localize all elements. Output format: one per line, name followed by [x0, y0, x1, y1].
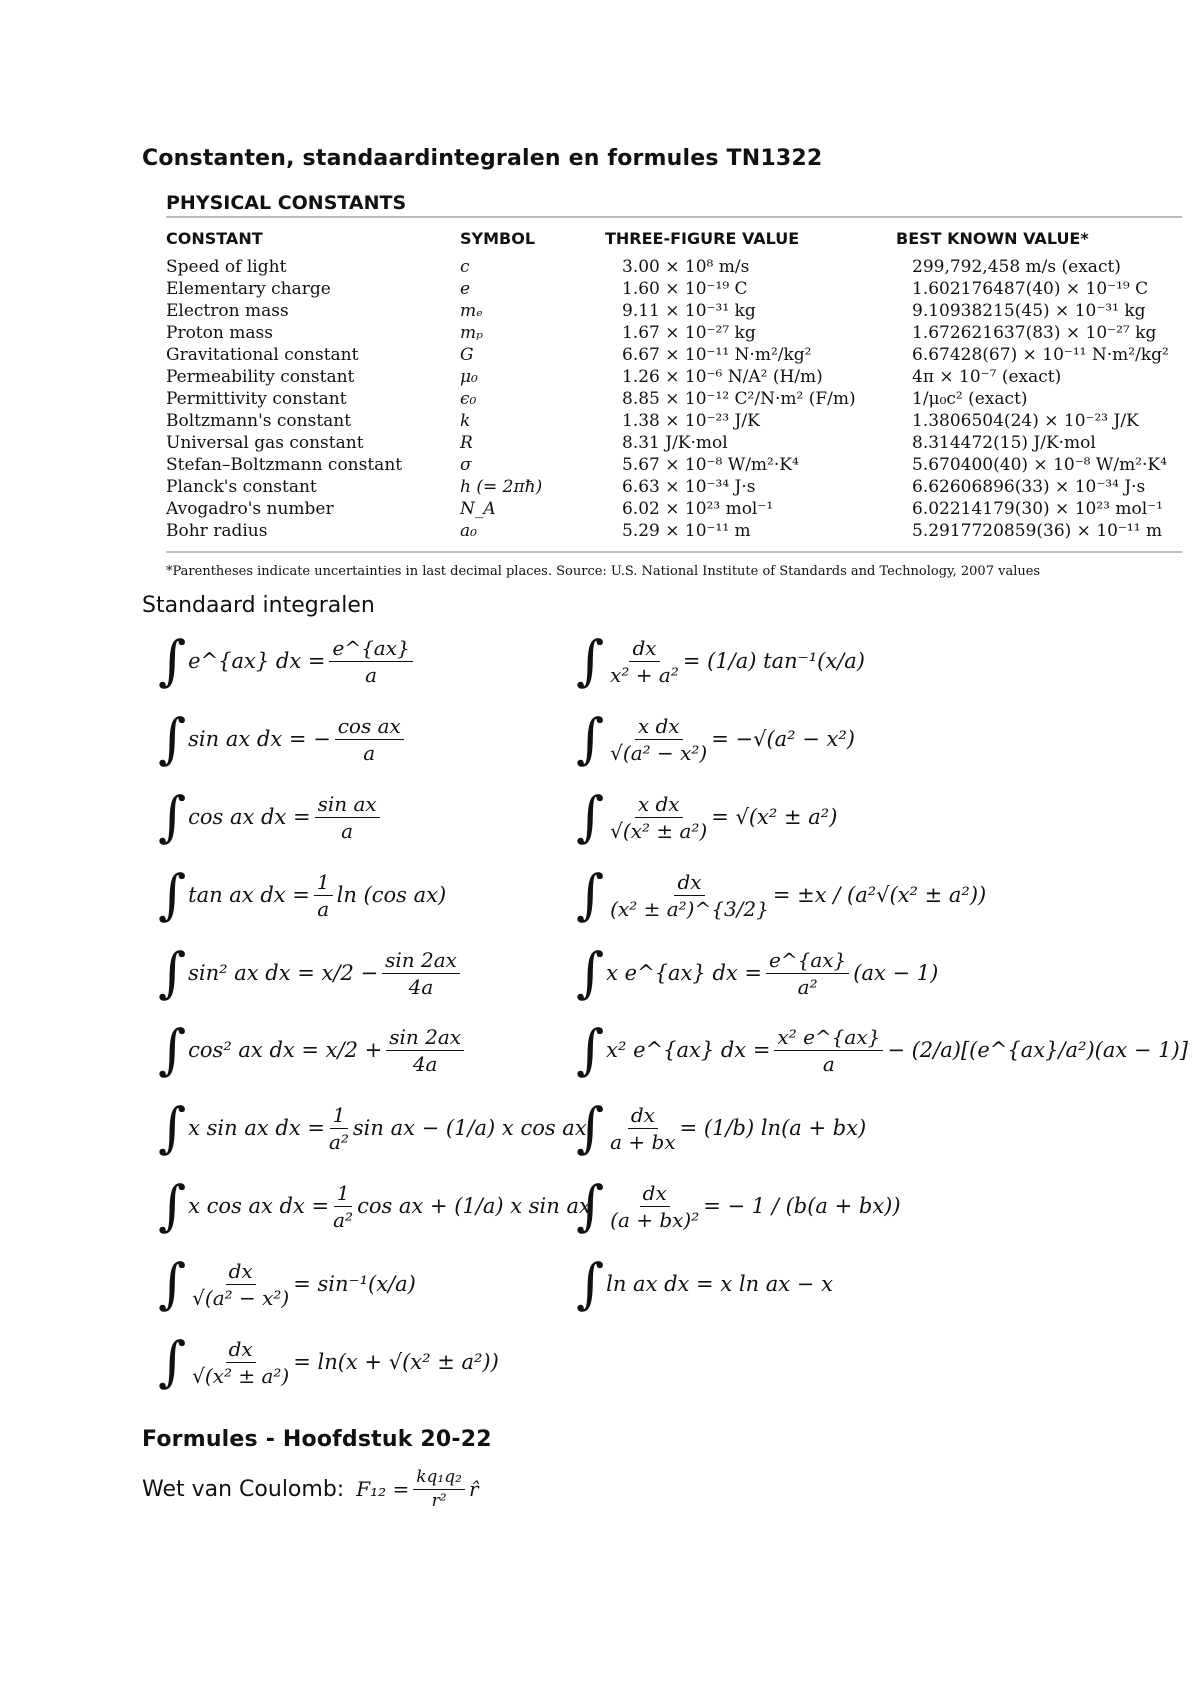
constant-name: Boltzmann's constant	[166, 411, 352, 431]
fraction-denominator: a	[365, 662, 378, 687]
fraction-denominator: a	[341, 818, 354, 843]
integral-formula	[158, 629, 417, 692]
integral-rhs: sin ax − (1/a) x cos ax	[352, 1115, 587, 1140]
fraction-numerator: cos ax	[335, 715, 404, 740]
fraction-numerator: 1	[314, 871, 333, 896]
integral-sign-icon: ∫	[158, 941, 187, 1004]
integral-formula	[576, 1252, 833, 1315]
constant-symbol: ϵ₀	[460, 389, 477, 409]
integral-fraction	[314, 871, 333, 920]
integral-fraction	[610, 715, 707, 764]
integral-formula	[158, 785, 384, 848]
constant-name: Permittivity constant	[166, 389, 347, 409]
constant-best-known: 5.670400(40) × 10⁻⁸ W/m²·K⁴	[912, 455, 1167, 475]
coulomb-formula	[142, 1468, 479, 1510]
integral-sign-icon: ∫	[576, 707, 605, 770]
integral-formula	[576, 629, 865, 692]
table-row	[166, 344, 1182, 366]
fraction-numerator: dx	[629, 637, 659, 662]
constant-symbol: c	[460, 257, 470, 277]
table-row	[166, 432, 1182, 454]
integral-formula	[158, 863, 447, 926]
integral-lhs: x e^{ax} dx =	[606, 960, 762, 985]
col-header-constant: CONSTANT	[166, 229, 263, 248]
integral-formula	[158, 941, 464, 1004]
fraction-numerator: 1	[334, 1182, 353, 1207]
integral-fraction	[610, 637, 679, 686]
fraction-numerator: x² e^{ax}	[774, 1026, 883, 1051]
constant-symbol: mₑ	[460, 301, 483, 321]
integral-fraction	[386, 1026, 464, 1075]
fraction-denominator: (x² ± a²)^{3/2}	[610, 896, 769, 921]
table-row	[166, 388, 1182, 410]
fraction-denominator: a²	[797, 974, 818, 999]
integral-sign-icon: ∫	[158, 785, 187, 848]
integral-fraction	[610, 793, 707, 842]
constant-name: Bohr radius	[166, 521, 268, 541]
fraction-numerator: x dx	[635, 715, 683, 740]
table-row	[166, 256, 1182, 278]
table-row	[166, 278, 1182, 300]
integral-lhs: sin² ax dx = x/2 −	[188, 960, 379, 985]
integral-rhs: = − 1 / (b(a + bx))	[703, 1193, 901, 1218]
integral-rhs: = sin⁻¹(x/a)	[293, 1271, 416, 1296]
constant-three-figure: 1.67 × 10⁻²⁷ kg	[622, 323, 756, 343]
integral-rhs: = ±x / (a²√(x² ± a²))	[772, 882, 987, 907]
integral-sign-icon: ∫	[158, 1330, 187, 1393]
constant-name: Planck's constant	[166, 477, 317, 497]
constant-three-figure: 5.29 × 10⁻¹¹ m	[622, 521, 751, 541]
fraction-numerator: dx	[226, 1260, 256, 1285]
constant-three-figure: 8.31 J/K·mol	[622, 433, 728, 453]
integral-lhs: tan ax dx =	[188, 882, 310, 907]
constant-three-figure: 8.85 × 10⁻¹² C²/N·m² (F/m)	[622, 389, 856, 409]
constant-three-figure: 9.11 × 10⁻³¹ kg	[622, 301, 756, 321]
table-row	[166, 322, 1182, 344]
fraction-numerator: sin ax	[315, 793, 380, 818]
fraction-numerator: 1	[330, 1104, 349, 1129]
constant-symbol: e	[460, 279, 471, 299]
col-header-symbol: SYMBOL	[460, 229, 536, 248]
integral-fraction	[315, 793, 380, 842]
integral-lhs: e^{ax} dx =	[188, 648, 326, 673]
fraction-denominator: a	[317, 896, 330, 921]
fraction-denominator: √(a² − x²)	[610, 740, 708, 765]
constants-table	[166, 256, 1182, 542]
constant-best-known: 1.3806504(24) × 10⁻²³ J/K	[912, 411, 1139, 431]
integral-sign-icon: ∫	[158, 707, 187, 770]
integral-fraction	[192, 1260, 289, 1309]
constant-symbol: h (= 2πħ)	[460, 477, 543, 497]
table-row	[166, 300, 1182, 322]
constant-best-known: 5.2917720859(36) × 10⁻¹¹ m	[912, 521, 1163, 541]
constant-three-figure: 1.60 × 10⁻¹⁹ C	[622, 279, 748, 299]
integral-lhs: x sin ax dx =	[188, 1115, 325, 1140]
integral-sign-icon: ∫	[576, 1174, 605, 1237]
constant-name: Avogadro's number	[166, 499, 334, 519]
integral-fraction	[766, 949, 849, 998]
table-row	[166, 366, 1182, 388]
constant-best-known: 9.10938215(45) × 10⁻³¹ kg	[912, 301, 1146, 321]
constant-three-figure: 6.02 × 10²³ mol⁻¹	[622, 499, 774, 519]
integral-fraction	[192, 1338, 289, 1387]
integral-fraction	[610, 1104, 675, 1153]
constant-best-known: 1.602176487(40) × 10⁻¹⁹ C	[912, 279, 1149, 299]
fraction-numerator: dx	[628, 1104, 658, 1129]
constant-name: Universal gas constant	[166, 433, 364, 453]
constant-best-known: 4π × 10⁻⁷ (exact)	[912, 367, 1062, 387]
table-row	[166, 410, 1182, 432]
integral-sign-icon: ∫	[158, 863, 187, 926]
constants-bottom-rule	[166, 551, 1182, 553]
fraction-numerator: e^{ax}	[766, 949, 849, 974]
integral-sign-icon: ∫	[576, 1018, 605, 1081]
integral-formula	[158, 707, 408, 770]
integral-formula	[576, 941, 939, 1004]
fraction-denominator: √(x² ± a²)	[192, 1363, 290, 1388]
integral-formula	[576, 863, 987, 926]
constant-symbol: G	[460, 345, 474, 365]
integral-rhs: = √(x² ± a²)	[711, 804, 838, 829]
constant-three-figure: 1.26 × 10⁻⁶ N/A² (H/m)	[622, 367, 823, 387]
integral-lhs: sin ax dx = −	[188, 726, 331, 751]
table-row	[166, 476, 1182, 498]
integral-fraction	[329, 1104, 349, 1153]
fraction-numerator: x dx	[635, 793, 683, 818]
integral-sign-icon: ∫	[576, 785, 605, 848]
formulas-heading: Formules - Hoofdstuk 20-22	[142, 1427, 492, 1452]
page-title: Constanten, standaardintegralen en formules TN1322	[142, 146, 823, 171]
constant-three-figure: 6.63 × 10⁻³⁴ J·s	[622, 477, 756, 497]
fraction-numerator: dx	[640, 1182, 670, 1207]
integral-rhs: ln (cos ax)	[336, 882, 447, 907]
integral-formula	[158, 1096, 587, 1159]
integral-fraction	[329, 637, 412, 686]
constant-best-known: 1.672621637(83) × 10⁻²⁷ kg	[912, 323, 1157, 343]
table-row	[166, 520, 1182, 542]
coulomb-lhs: F₁₂ =	[356, 1477, 410, 1502]
constant-name: Proton mass	[166, 323, 273, 343]
integral-lhs: cos² ax dx = x/2 +	[188, 1037, 383, 1062]
fraction-numerator: dx	[674, 871, 704, 896]
fraction-numerator: dx	[226, 1338, 256, 1363]
fraction-denominator: x² + a²	[610, 662, 679, 687]
integral-formula	[576, 1018, 1188, 1081]
integral-fraction	[382, 949, 460, 998]
integrals-heading: Standaard integralen	[142, 593, 375, 618]
constant-best-known: 6.02214179(30) × 10²³ mol⁻¹	[912, 499, 1163, 519]
fraction-denominator: a	[822, 1051, 835, 1076]
constants-footnote: *Parentheses indicate uncertainties in last decimal places. Source: U.S. National Institute of Standards and Technology, 2007 values	[166, 564, 1041, 579]
fraction-numerator: e^{ax}	[329, 637, 412, 662]
integral-sign-icon: ∫	[576, 1096, 605, 1159]
constants-top-rule	[166, 216, 1182, 218]
integral-sign-icon: ∫	[576, 941, 605, 1004]
integral-fraction	[610, 871, 769, 920]
constant-name: Elementary charge	[166, 279, 331, 299]
integral-sign-icon: ∫	[576, 863, 605, 926]
constant-symbol: k	[460, 411, 471, 431]
coulomb-unit-vector: r̂	[468, 1477, 479, 1502]
integral-fraction	[333, 1182, 353, 1231]
integral-formula	[158, 1252, 416, 1315]
constant-symbol: a₀	[460, 521, 477, 541]
constant-name: Permeability constant	[166, 367, 355, 387]
fraction-numerator: sin 2ax	[386, 1026, 464, 1051]
integral-sign-icon: ∫	[158, 1018, 187, 1081]
integral-rhs: − (2/a)[(e^{ax}/a²)(ax − 1)]	[887, 1037, 1188, 1062]
integral-rhs: = (1/a) tan⁻¹(x/a)	[682, 648, 865, 673]
integral-fraction	[774, 1026, 883, 1075]
fraction-denominator: a	[363, 740, 376, 765]
fraction-denominator: 4a	[408, 974, 434, 999]
coulomb-fraction	[413, 1468, 465, 1510]
integral-rhs: = −√(a² − x²)	[711, 726, 855, 751]
col-header-three-figure: THREE-FIGURE VALUE	[605, 229, 800, 248]
integral-sign-icon: ∫	[576, 1252, 605, 1315]
integral-lhs: x cos ax dx =	[188, 1193, 330, 1218]
integral-sign-icon: ∫	[158, 1252, 187, 1315]
fraction-denominator: a + bx	[610, 1129, 676, 1154]
integral-formula	[576, 1174, 901, 1237]
constant-symbol: mₚ	[460, 323, 483, 343]
integral-formula	[158, 1018, 468, 1081]
table-row	[166, 454, 1182, 476]
coulomb-label: Wet van Coulomb:	[142, 1476, 345, 1502]
coulomb-numerator: kq₁q₂	[413, 1468, 465, 1490]
constant-name: Gravitational constant	[166, 345, 359, 365]
integral-sign-icon: ∫	[158, 1096, 187, 1159]
constant-three-figure: 3.00 × 10⁸ m/s	[622, 257, 750, 277]
constant-symbol: R	[460, 433, 473, 453]
fraction-denominator: 4a	[412, 1051, 438, 1076]
table-row	[166, 498, 1182, 520]
constant-three-figure: 1.38 × 10⁻²³ J/K	[622, 411, 760, 431]
constant-symbol: σ	[460, 455, 472, 475]
integral-rhs: = ln(x + √(x² ± a²))	[293, 1349, 499, 1374]
fraction-denominator: √(a² − x²)	[192, 1285, 290, 1310]
coulomb-denominator: r²	[431, 1490, 447, 1511]
constant-best-known: 6.62606896(33) × 10⁻³⁴ J·s	[912, 477, 1146, 497]
integral-fraction	[335, 715, 404, 764]
integral-lhs: x² e^{ax} dx =	[606, 1037, 771, 1062]
integral-sign-icon: ∫	[158, 1174, 187, 1237]
constant-name: Stefan–Boltzmann constant	[166, 455, 403, 475]
integral-formula	[158, 1174, 591, 1237]
integral-formula	[576, 785, 838, 848]
integral-sign-icon: ∫	[576, 629, 605, 692]
fraction-denominator: a²	[333, 1207, 354, 1232]
integral-rhs: (ax − 1)	[853, 960, 939, 985]
constant-best-known: 299,792,458 m/s (exact)	[912, 257, 1121, 277]
fraction-denominator: (a + bx)²	[610, 1207, 700, 1232]
constant-symbol: μ₀	[460, 367, 478, 387]
integral-sign-icon: ∫	[158, 629, 187, 692]
integral-rhs: cos ax + (1/a) x sin ax	[357, 1193, 591, 1218]
constant-three-figure: 5.67 × 10⁻⁸ W/m²·K⁴	[622, 455, 799, 475]
integral-formula	[576, 707, 855, 770]
integral-formula	[576, 1096, 867, 1159]
constant-name: Electron mass	[166, 301, 289, 321]
col-header-best-known: BEST KNOWN VALUE*	[896, 229, 1089, 248]
integral-lhs: cos ax dx =	[188, 804, 311, 829]
fraction-denominator: a²	[328, 1129, 349, 1154]
constant-best-known: 1/μ₀c² (exact)	[912, 389, 1028, 409]
constant-best-known: 6.67428(67) × 10⁻¹¹ N·m²/kg²	[912, 345, 1169, 365]
constant-symbol: N_A	[460, 499, 496, 519]
fraction-denominator: √(x² ± a²)	[610, 818, 708, 843]
integral-fraction	[610, 1182, 699, 1231]
constant-three-figure: 6.67 × 10⁻¹¹ N·m²/kg²	[622, 345, 812, 365]
constant-name: Speed of light	[166, 257, 287, 277]
integral-formula	[158, 1330, 499, 1393]
fraction-numerator: sin 2ax	[382, 949, 460, 974]
constants-heading: PHYSICAL CONSTANTS	[166, 192, 407, 214]
integral-lhs: ln ax dx = x ln ax − x	[606, 1271, 833, 1296]
integral-rhs: = (1/b) ln(a + bx)	[679, 1115, 867, 1140]
constant-best-known: 8.314472(15) J/K·mol	[912, 433, 1096, 453]
